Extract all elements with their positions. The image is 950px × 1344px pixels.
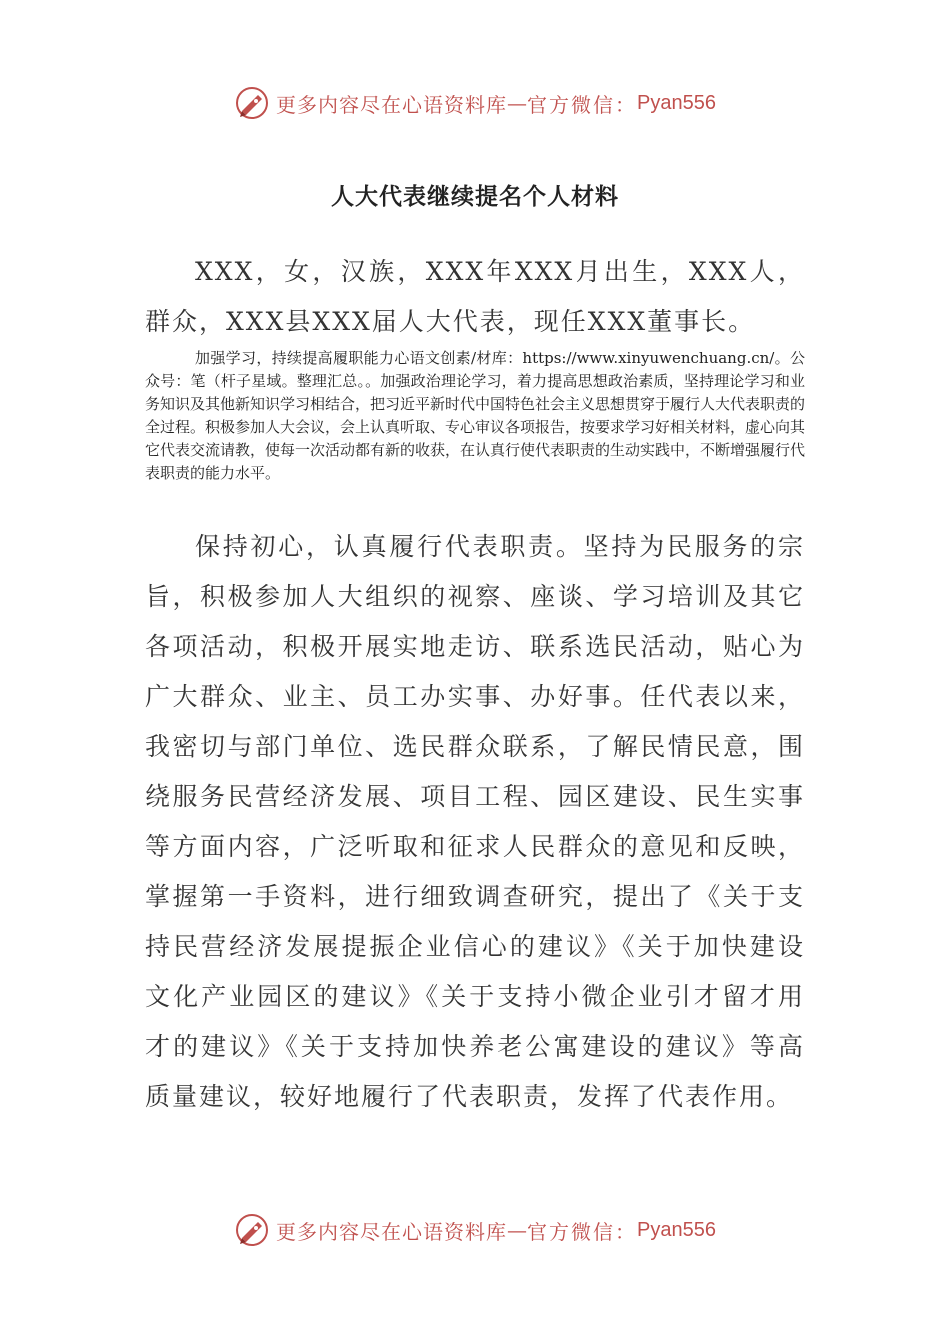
footer-watermark [0, 1210, 950, 1250]
paragraph-intro: XXX，女，汉族，XXX年XXX月出生，XXX人，群众，XXX县XXX届人大代表，现任XXX董事长。 [145, 257, 805, 336]
watermark-wechat-label: 官方微信： [527, 92, 638, 117]
watermark-separator: — [507, 91, 528, 115]
watermark-text: 更多内容尽在心语资料库 [276, 1219, 508, 1244]
watermark-wechat-id: Pyan556 [637, 1218, 716, 1241]
pen-nib-logo-icon [234, 1212, 270, 1248]
watermark-wechat-label: 官方微信： [527, 1219, 638, 1244]
watermark-separator: — [507, 1218, 528, 1242]
document-title: 人大代表继续提名个人材料 [331, 183, 619, 210]
paragraph-study: 加强学习，持续提高履职能力心语文创素/材库：https://www.xinyuwenchuang.cn/。公众号：笔（杆子星域。整理汇总。。加强政治理论学习，着力提高思想政治素质，坚持理论学习和业务知识及其他新知识学习相结合，把习近平新时代中国特色社会主义思想贯穿于履行人大代表职责的全过程。积极参加人大会议，会上认真听取、专心审议各项报告，按要求学习好相关材料，虚心向其它代表交流请教，使每一次活动都有新的收获，在认真行使代表职责的生动实践中，不断增强履行代表职责的能力水平。 [145, 349, 806, 482]
watermark-text: 更多内容尽在心语资料库 [276, 92, 508, 117]
paragraph-duty: 保持初心，认真履行代表职责。坚持为民服务的宗旨，积极参加人大组织的视察、座谈、学习培训及其它各项活动，积极开展实地走访、联系选民活动，贴心为广大群众、业主、员工办实事、办好事。任代表以来，我密切与部门单位、选民群众联系，了解民情民意，围绕服务民营经济发展、项目工程、园区建设、民生实事等方面内容，广泛听取和征求人民群众的意见和反映，掌握第一手资料，进行细致调查研究，提出了《关于支持民营经济发展提振企业信心的建议》《关于加快建设文化产业园区的建议》《关于支持小微企业引才留才用才的建议》《关于支持加快养老公寓建设的建议》等高质量建议，较好地履行了代表职责，发挥了代表作用。 [145, 532, 805, 1111]
pen-nib-logo-icon [234, 85, 270, 121]
header-watermark [0, 83, 950, 123]
watermark-wechat-id: Pyan556 [637, 91, 716, 114]
